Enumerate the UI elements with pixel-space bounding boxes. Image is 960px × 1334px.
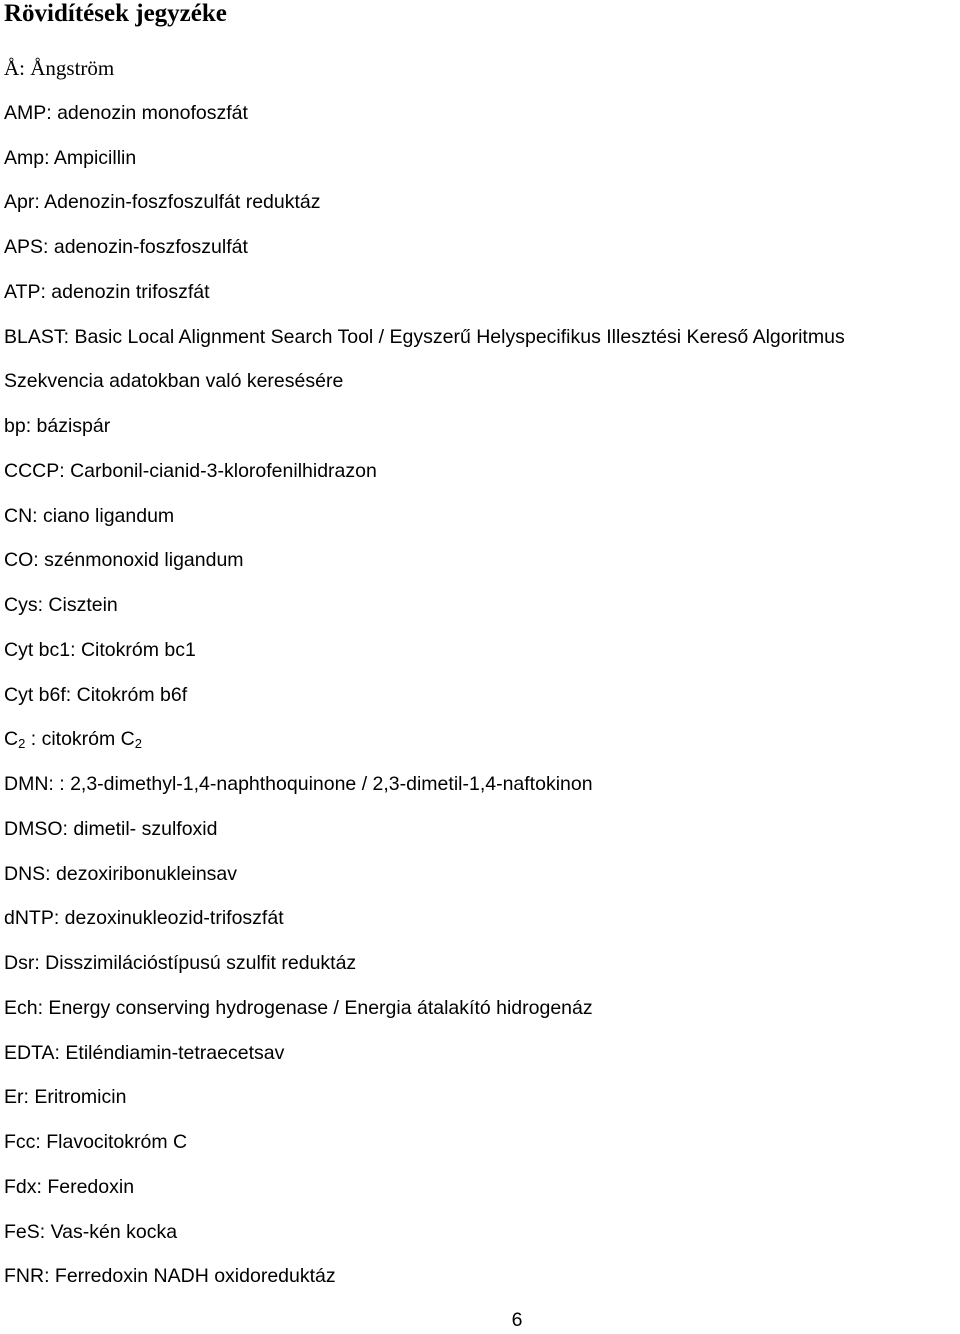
list-item: Er: Eritromicin [4, 1086, 127, 1109]
list-item: Cyt bc1: Citokróm bc1 [4, 638, 196, 661]
list-item: Apr: Adenozin-foszfoszulfát reduktáz [4, 191, 321, 214]
list-item: CCCP: Carbonil-cianid-3-klorofenilhidrazon [4, 459, 377, 482]
list-item: Szekvencia adatokban való keresésére [4, 370, 344, 393]
list-item: DMSO: dimetil- szulfoxid [4, 817, 218, 840]
page-number: 6 [511, 1309, 523, 1331]
list-item: CN: ciano ligandum [4, 504, 175, 527]
list-item: Cyt b6f: Citokróm b6f [4, 683, 188, 706]
list-item: Amp: Ampicillin [4, 146, 137, 169]
list-item: Fdx: Feredoxin [4, 1175, 135, 1198]
list-item: CO: szénmonoxid ligandum [4, 549, 244, 572]
list-item: FeS: Vas-kén kocka [4, 1220, 178, 1243]
list-item: APS: adenozin-foszfoszulfát [4, 236, 248, 258]
list-item: Dsr: Disszimilációstípusú szulfit reduktáz [4, 952, 357, 974]
list-item: Cys: Cisztein [4, 594, 118, 616]
c2-definition: : citokróm C [25, 728, 135, 751]
list-item: dNTP: dezoxinukleozid-trifoszfát [4, 907, 284, 930]
list-item: ATP: adenozin trifoszfát [4, 280, 210, 303]
abbreviation-list [4, 52, 845, 1305]
list-item: bp: bázispár [4, 415, 111, 437]
page-title: Rövidítések jegyzéke [4, 0, 227, 27]
list-item: Ech: Energy conserving hydrogenase / Energia átalakító hidrogenáz [4, 996, 593, 1019]
list-item: EDTA: Etiléndiamin-tetraecetsav [4, 1041, 285, 1064]
list-item: AMP: adenozin monofoszfát [4, 101, 248, 124]
list-item: DMN: : 2,3-dimethyl-1,4-naphthoquinone / 2,3-dimetil-1,4-naftokinon [4, 773, 593, 795]
c2-subscript: 2 [18, 736, 26, 752]
c2-prefix: C [4, 728, 19, 751]
list-item: DNS: dezoxiribonukleinsav [4, 862, 238, 885]
c2-subscript: 2 [134, 736, 142, 752]
list-item: Å: Ångström [4, 56, 115, 80]
list-item: Fcc: Flavocitokróm C [4, 1131, 188, 1153]
list-item: BLAST: Basic Local Alignment Search Tool / Egyszerű Helyspecifikus Illesztési Kereső Algoritmus [4, 325, 845, 348]
list-item [4, 723, 845, 768]
list-item: FNR: Ferredoxin NADH oxidoreduktáz [4, 1265, 336, 1288]
